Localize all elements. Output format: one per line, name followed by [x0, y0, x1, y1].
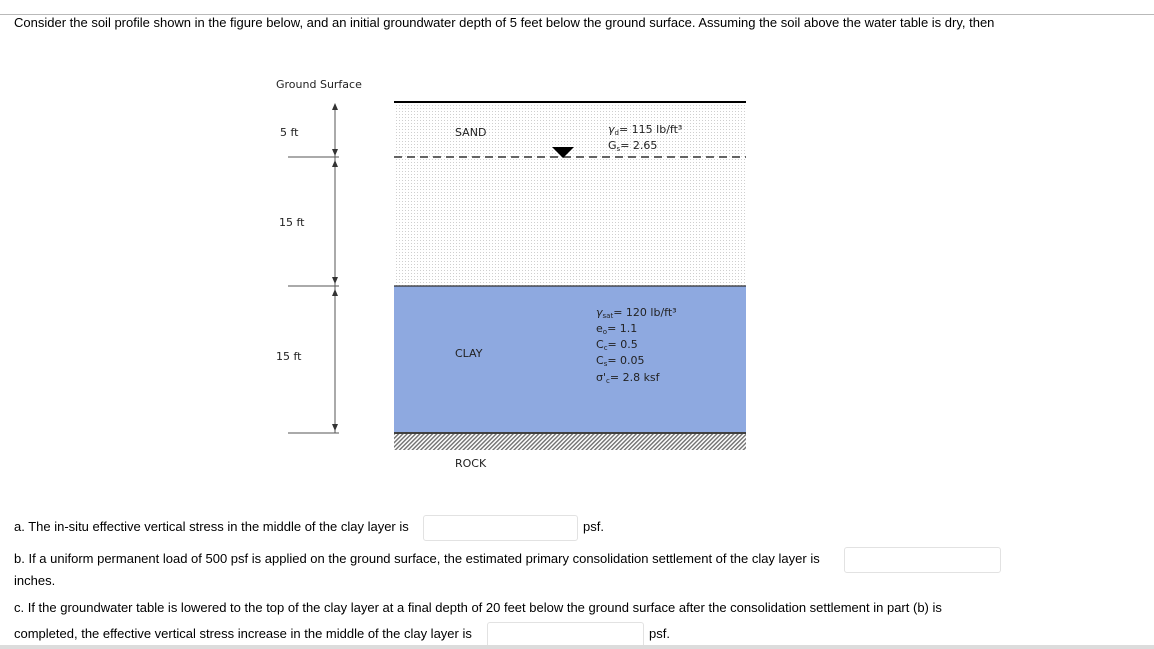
clay-compression-index: Cc= 0.5: [596, 338, 638, 352]
question-c-unit: psf.: [649, 626, 670, 641]
sand-unit-weight: γd= 115 lb/ft³: [608, 123, 683, 137]
dim-15ft-clay-label: 15 ft: [276, 350, 302, 363]
dim-15ft-sand-label: 15 ft: [279, 216, 305, 229]
sand-layer: [394, 103, 746, 286]
answer-b-input[interactable]: [844, 547, 1001, 573]
clay-swell-index: Cs= 0.05: [596, 354, 645, 368]
clay-preconsolidation: σ'c= 2.8 ksf: [596, 371, 660, 385]
rock-label: ROCK: [455, 457, 487, 470]
question-c-text: c. If the groundwater table is lowered to the top of the clay layer at a final depth of 20 feet below the ground surface after the consolidation settlement in part (b) is: [14, 600, 942, 615]
arrowhead-down-icon: [332, 277, 338, 284]
sand-specific-gravity: Gs= 2.65: [608, 139, 658, 153]
question-b-text: b. If a uniform permanent load of 500 psf is applied on the ground surface, the estimated primary consolidation settlement of the clay layer is: [14, 551, 820, 566]
dim-5ft-label: 5 ft: [280, 126, 299, 139]
clay-void-ratio: eo= 1.1: [596, 322, 638, 336]
clay-label: CLAY: [455, 347, 483, 360]
arrowhead-down-icon: [332, 149, 338, 156]
question-a-text: a. The in-situ effective vertical stress in the middle of the clay layer is: [14, 519, 409, 534]
arrowhead-up-icon: [332, 103, 338, 110]
bottom-scrollbar-track: [0, 645, 1154, 649]
rock-hatch: [394, 434, 746, 450]
clay-layer: [394, 286, 746, 432]
arrowhead-up-icon: [332, 289, 338, 296]
arrowhead-up-icon: [332, 160, 338, 167]
problem-intro: Consider the soil profile shown in the figure below, and an initial groundwater depth of 5 feet below the ground surface. Assuming the soil above the water table is dry, then: [14, 15, 995, 30]
sand-label: SAND: [455, 126, 487, 139]
ground-surface-label: Ground Surface: [276, 78, 362, 91]
question-c-text-continued: completed, the effective vertical stress increase in the middle of the clay layer is: [14, 626, 472, 641]
answer-a-input[interactable]: [423, 515, 578, 541]
question-a-unit: psf.: [583, 519, 604, 534]
clay-sat-unit-weight: γsat= 120 lb/ft³: [596, 306, 677, 320]
arrowhead-down-icon: [332, 424, 338, 431]
dimension-lines: [288, 104, 339, 433]
question-b-unit: inches.: [14, 573, 56, 588]
